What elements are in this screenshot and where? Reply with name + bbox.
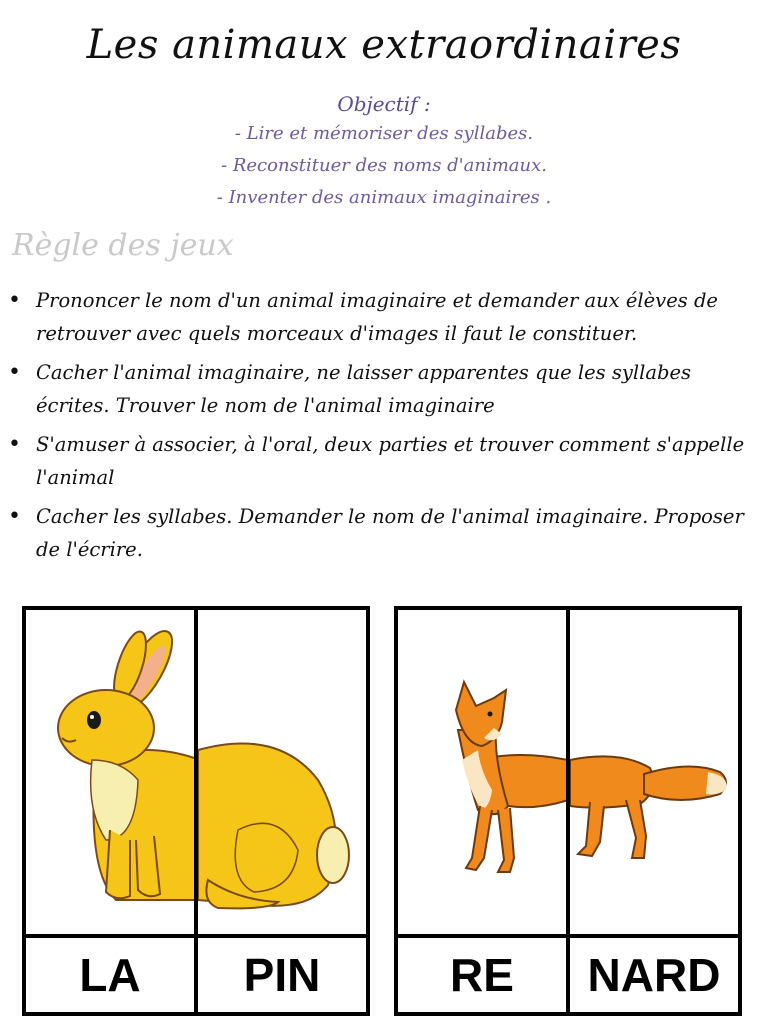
objective-line: - Lire et mémoriser des syllabes.	[234, 123, 534, 144]
bullet-icon: •	[8, 432, 21, 457]
rabbit-back-illustration	[198, 610, 360, 934]
rule-item	[8, 356, 762, 422]
rabbit-front-illustration	[26, 610, 194, 934]
card-half-front	[398, 610, 566, 1012]
rule-text: S'amuser à associer, à l'oral, deux parties et trouver comment s'appelle l'animal	[36, 433, 745, 489]
bullet-icon: •	[8, 504, 21, 529]
card-fox	[394, 606, 742, 1016]
syllable-pin: PIN	[243, 949, 321, 1001]
rule-text: Prononcer le nom d'un animal imaginaire et demander aux élèves de retrouver avec quels morceaux d'images il faut le constituer.	[36, 289, 718, 345]
syllable-nard: NARD	[587, 949, 721, 1001]
objective-heading: Objectif :	[337, 92, 431, 116]
card-half-back	[194, 610, 366, 1012]
bullet-icon: •	[8, 288, 21, 313]
fox-back-image	[570, 610, 738, 938]
fox-front-image	[398, 610, 566, 938]
rules-list	[8, 284, 762, 572]
page-title: Les animaux extraordinaires	[86, 22, 682, 68]
objective-block	[0, 92, 768, 214]
rule-item	[8, 428, 762, 494]
rule-text: Cacher les syllabes. Demander le nom de l'animal imaginaire. Proposer de l'écrire.	[36, 505, 744, 561]
card-half-front	[26, 610, 194, 1012]
syllable-la: LA	[79, 949, 141, 1001]
objective-line: - Reconstituer des noms d'animaux.	[221, 155, 547, 176]
bullet-icon: •	[8, 360, 21, 385]
card-rabbit	[22, 606, 370, 1016]
fox-front-illustration	[398, 610, 566, 934]
rabbit-front-image	[26, 610, 194, 938]
rules-heading: Règle des jeux	[12, 228, 234, 263]
rule-item	[8, 500, 762, 566]
syllable-re: RE	[450, 949, 514, 1001]
fox-back-illustration	[570, 610, 738, 934]
rabbit-back-image	[198, 610, 366, 938]
rule-item	[8, 284, 762, 350]
objective-line: - Inventer des animaux imaginaires .	[216, 187, 552, 208]
card-half-back	[566, 610, 738, 1012]
rule-text: Cacher l'animal imaginaire, ne laisser apparentes que les syllabes écrites. Trouver le nom de l'animal imaginaire	[36, 361, 692, 417]
